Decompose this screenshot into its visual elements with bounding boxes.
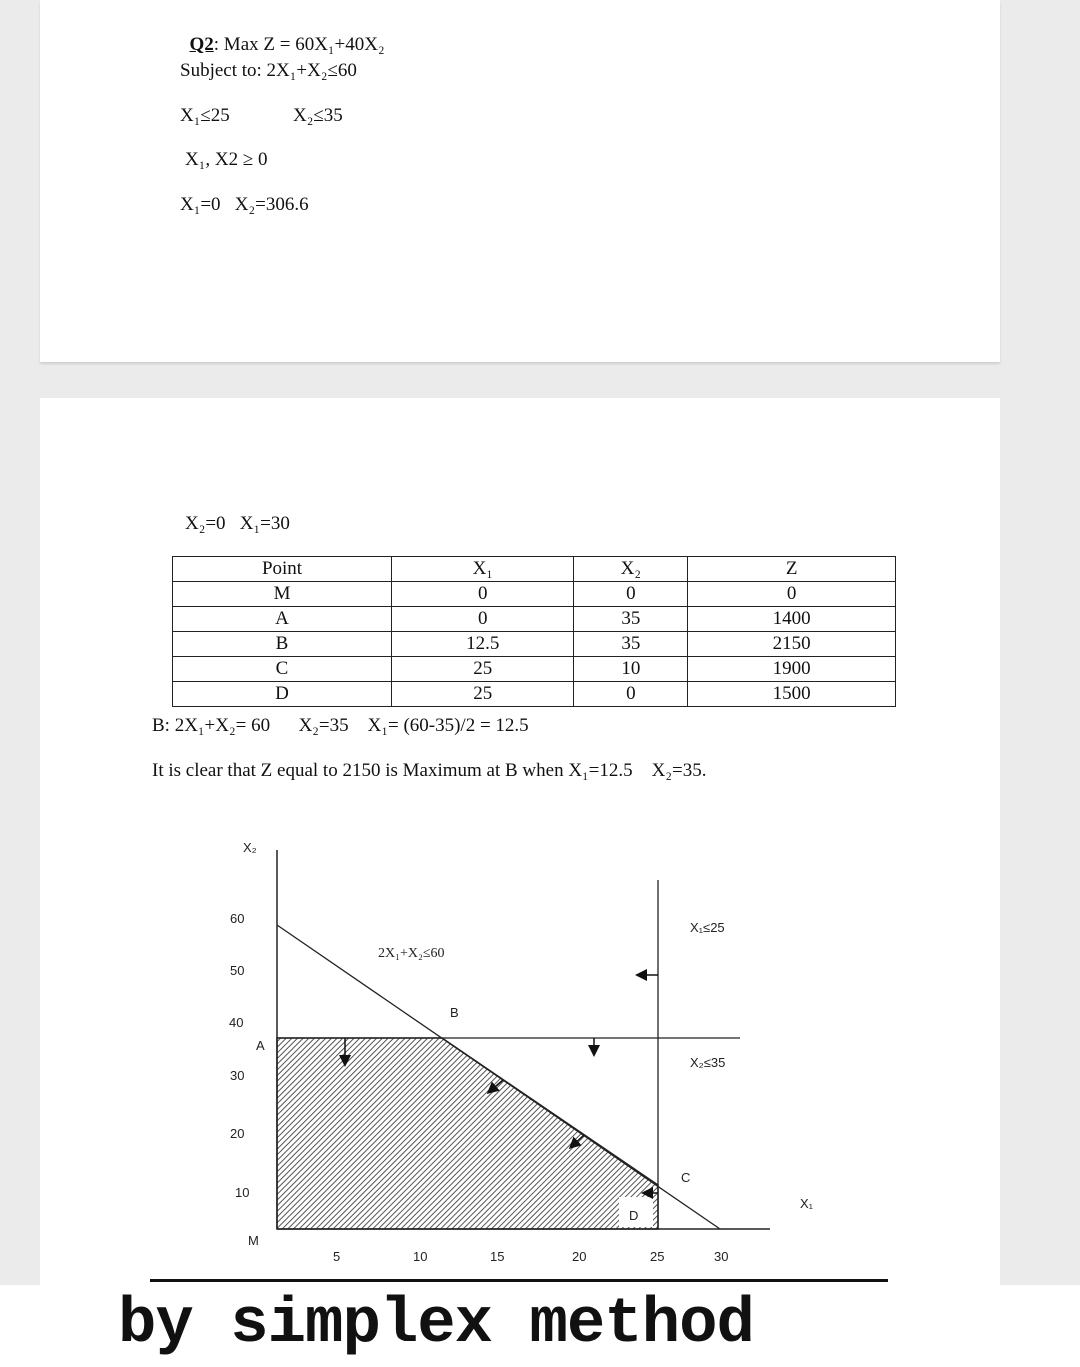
cell: B: [173, 632, 392, 657]
cell: M: [173, 582, 392, 607]
cell: 1900: [688, 657, 896, 682]
cell: 10: [574, 657, 688, 682]
y-tick: 10: [235, 1185, 250, 1200]
cell: C: [173, 657, 392, 682]
x-tick: 15: [490, 1249, 505, 1264]
point-b-label: B: [450, 1005, 459, 1020]
y-tick: 30: [230, 1068, 245, 1083]
y-tick: 40: [229, 1015, 244, 1030]
header-point: Point: [173, 557, 392, 582]
cell: A: [173, 607, 392, 632]
header-x2: X₂: [574, 557, 688, 582]
constraint-x2: X₂≤35: [293, 105, 343, 126]
intercept-1: X₁=0 X₂=306.6: [180, 194, 309, 215]
x-tick: 30: [714, 1249, 729, 1264]
cell: 0: [392, 607, 574, 632]
divider-line: [150, 1279, 888, 1282]
feasible-region: [277, 1038, 658, 1229]
cell: 0: [574, 682, 688, 707]
handwritten-note: by simplex method: [118, 1289, 754, 1361]
cell: 12.5: [392, 632, 574, 657]
b-calculation: B: 2X₁+X₂= 60 X₂=35 X₁= (60-35)/2 = 12.5: [152, 715, 529, 736]
cell: 0: [688, 582, 896, 607]
y-tick: 20: [230, 1126, 245, 1141]
cell: 25: [392, 682, 574, 707]
x-axis-label: X₁: [800, 1196, 814, 1211]
cell: 1500: [688, 682, 896, 707]
objective: : Max Z = 60X₁+40X₂: [213, 34, 385, 55]
x-tick: 5: [333, 1249, 341, 1264]
cell: 0: [574, 582, 688, 607]
header-z: Z: [688, 557, 896, 582]
constraint-1-label: 2X₁+X₂≤60: [378, 946, 445, 961]
point-m-label: M: [248, 1233, 259, 1248]
constraint-3-label: X₂≤35: [690, 1055, 726, 1070]
point-c-label: C: [681, 1170, 691, 1185]
point-a-label: A: [256, 1038, 265, 1053]
constraint-x1: X₁≤25: [180, 105, 230, 126]
question-label: Q2: [189, 34, 214, 55]
cell: 25: [392, 657, 574, 682]
x-tick: 25: [650, 1249, 665, 1264]
x-tick: 20: [572, 1249, 587, 1264]
intercept-2: X₂=0 X₁=30: [185, 513, 290, 534]
cell: 1400: [688, 607, 896, 632]
cell: 2150: [688, 632, 896, 657]
x-tick: 10: [413, 1249, 428, 1264]
conclusion: It is clear that Z equal to 2150 is Maximum at B when X₁=12.5 X₂=35.: [152, 760, 707, 781]
y-axis-label: X₂: [243, 840, 257, 855]
y-tick: 50: [230, 963, 245, 978]
y-tick: 60: [230, 911, 245, 926]
nonnegativity: X₁, X2 ≥ 0: [185, 149, 268, 170]
cell: 0: [392, 582, 574, 607]
constraint-2-label: X₁≤25: [690, 920, 725, 935]
header-x1: X₁: [392, 557, 574, 582]
cell: 35: [574, 632, 688, 657]
cell: D: [173, 682, 392, 707]
subject-to: Subject to: 2X₁+X₂≤60: [180, 60, 357, 81]
cell: 35: [574, 607, 688, 632]
point-d-label: D: [629, 1208, 639, 1223]
